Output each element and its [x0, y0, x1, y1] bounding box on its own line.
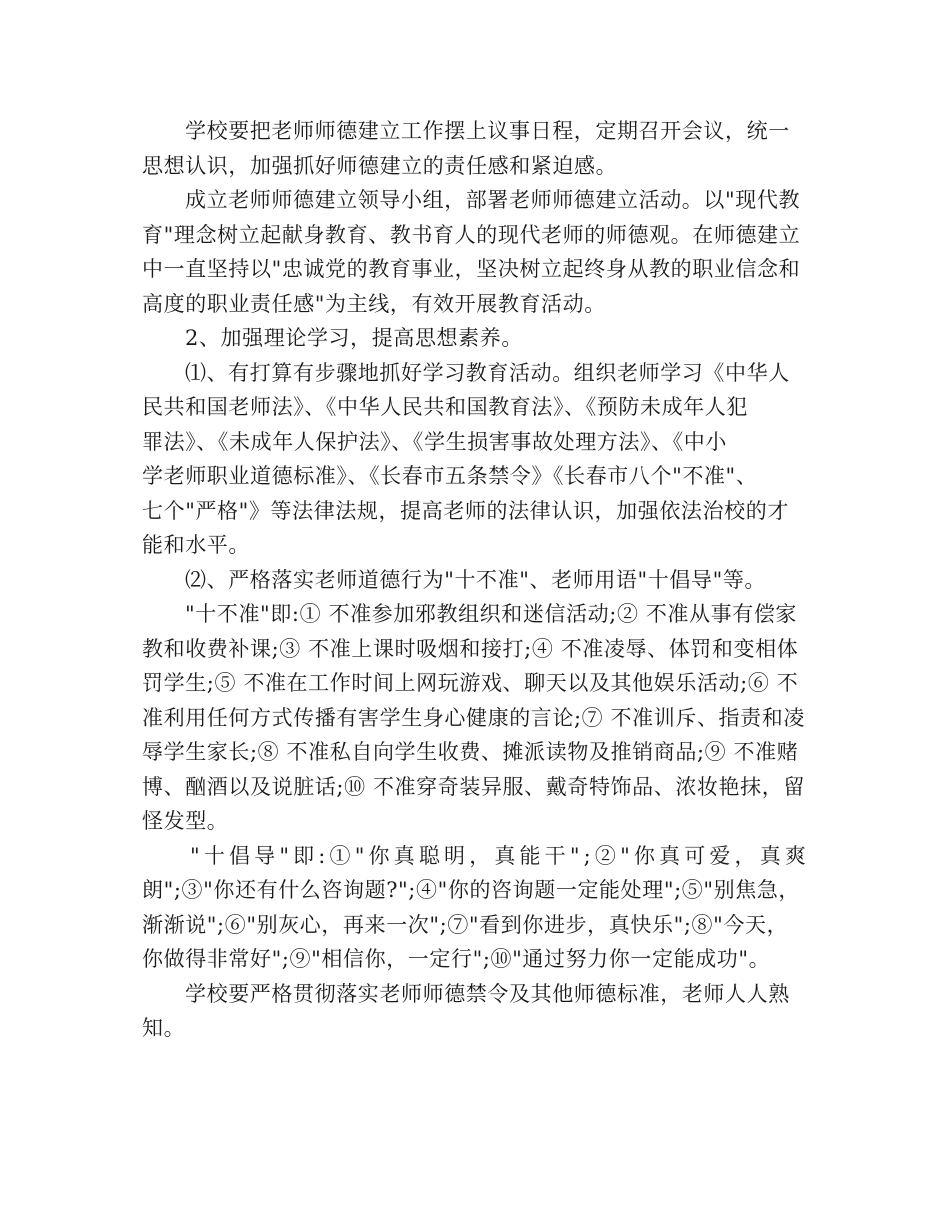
paragraph-ten-encouragements [142, 839, 810, 977]
text-line: ⑵、严格落实老师道德行为"十不准"、老师用语"十倡导"等。 [185, 567, 767, 592]
text-line: 民共和国老师法》、《中华人民共和国教育法》、《预防未成年人犯 [142, 395, 748, 419]
text-line: 辱学生家长;⑧ 不准私自向学生收费、摊派读物及推销商品;⑨ 不准赌 [142, 740, 799, 764]
text-line: 能和水平。 [142, 533, 250, 557]
text-line: 知。 [142, 1016, 186, 1040]
text-line: 学校要把老师师德建立工作摆上议事日程，定期召开会议，统一 [185, 119, 790, 143]
paragraph-agenda [142, 114, 810, 183]
text-line: 高度的职业责任感"为主线，有效开展教育活动。 [142, 291, 606, 316]
paragraph-ten-rules-intro [142, 563, 810, 598]
text-line: 怪发型。 [142, 809, 229, 833]
paragraph-ten-prohibitions [142, 597, 810, 839]
text-line: 罪法》、《未成年人保护法》、《学生损害事故处理方法》、《中小 [142, 429, 727, 454]
text-line: ⑴、有打算有步骤地抓好学习教育活动。组织老师学习《中华人 [185, 360, 790, 385]
text-line: 你做得非常好";⑨"相信你，一定行";⑩"通过努力你一定能成功"。 [142, 947, 771, 971]
text-line: 中一直坚持以"忠诚党的教育事业，坚决树立起终身从教的职业信念和 [142, 257, 801, 281]
text-line: "十不准"即:① 不准参加邪教组织和迷信活动;② 不准从事有偿家 [185, 602, 798, 626]
text-line: 学校要严格贯彻落实老师师德禁令及其他师德标准，老师人人熟 [185, 981, 790, 1006]
document-page [142, 114, 810, 1046]
text-line: 成立老师师德建立领导小组，部署老师师德建立活动。以"现代教 [185, 188, 801, 212]
paragraph-leadership-group [142, 183, 810, 321]
text-line: 渐渐说";⑥"别灰心，再来一次";⑦"看到你进步，真快乐";⑧"今天， [142, 912, 789, 937]
paragraph-conclusion [142, 977, 810, 1046]
text-line: 育"理念树立起献身教育、教书育人的现代老师的师德观。在师德建立 [142, 222, 801, 247]
section-heading: 2、加强理论学习，提高思想素养。 [185, 326, 523, 350]
text-line: 七个"严格"》等法律法规，提高老师的法律认识，加强依法治校的才 [142, 498, 789, 523]
text-line: 教和收费补课;③ 不准上课时吸烟和接打;④ 不准凌辱、体罚和变相体 [142, 636, 799, 661]
paragraph-law-study [142, 356, 810, 563]
text-line: 博、酗酒以及说脏话;⑩ 不准穿奇装异服、戴奇特饰品、浓妆艳抹，留 [142, 774, 805, 799]
text-line: 学老师职业道德标准》、《长春市五条禁令》《长春市八个"不准"、 [142, 464, 758, 488]
text-line: 朗";③"你还有什么咨询题?";④"你的咨询题一定能处理";⑤"别焦急， [142, 878, 801, 902]
section-heading-theory-study [142, 321, 810, 356]
text-line: 准利用任何方式传播有害学生身心健康的言论;⑦ 不准训斥、指责和凌 [142, 705, 805, 730]
text-line: "十倡导"即:①"你真聪明，真能干";②"你真可爱，真爽 [190, 843, 811, 868]
text-line: 思想认识，加强抓好师德建立的责任感和紧迫感。 [142, 153, 618, 178]
text-line: 罚学生;⑤ 不准在工作时间上网玩游戏、聊天以及其他娱乐活动;⑥ 不 [142, 671, 799, 695]
